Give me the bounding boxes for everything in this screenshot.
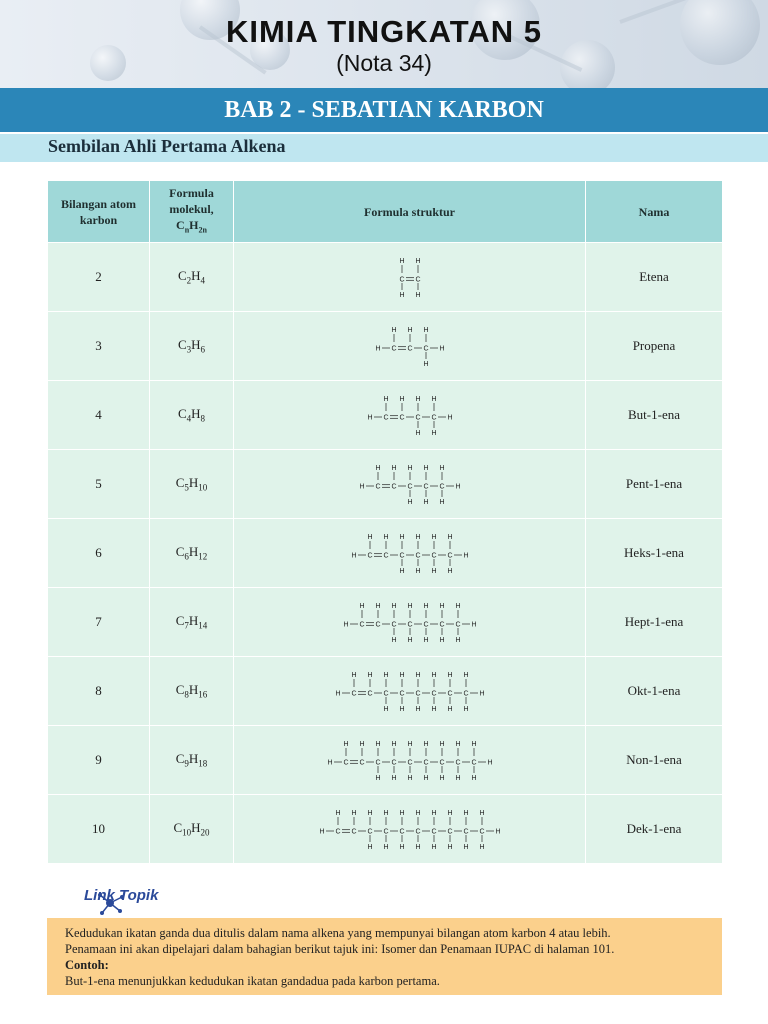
- hydrogen-atom: H: [398, 292, 405, 299]
- hydrogen-atom: H: [382, 396, 389, 403]
- hydrogen-atom: H: [478, 690, 485, 698]
- hydrogen-atom: H: [422, 465, 429, 472]
- hydrogen-atom: H: [398, 706, 405, 713]
- structural-formula-cell: [234, 519, 586, 588]
- formula-hydrogen: H: [188, 544, 199, 560]
- carbon-atom: C: [446, 690, 453, 698]
- hydrogen-atom: H: [374, 603, 381, 610]
- hydrogen-atom: H: [446, 534, 453, 541]
- table-row: [48, 795, 723, 864]
- note-line-1: Kedudukan ikatan ganda dua ditulis dalam nama alkena yang mempunyai bilangan atom karbon 4 atau lebih.: [65, 926, 611, 940]
- carbon-atom: C: [374, 759, 381, 767]
- carbon-count-cell: 7: [48, 588, 150, 657]
- hydrogen-atom: H: [390, 327, 397, 334]
- molecular-formula-cell: [150, 795, 234, 864]
- carbon-atom: C: [406, 621, 413, 629]
- hydrogen-atom: H: [382, 706, 389, 713]
- carbon-atom: C: [366, 690, 373, 698]
- formula-carbon-subscript: 5: [184, 482, 189, 493]
- hydrogen-atom: H: [358, 741, 365, 748]
- formula-carbon-subscript: 4: [186, 413, 192, 424]
- alkene-table: [47, 180, 723, 864]
- carbon-atom: C: [382, 828, 389, 836]
- hydrogen-atom: H: [446, 414, 453, 422]
- page-subtitle: (Nota 34): [336, 50, 432, 76]
- hydrogen-atom: H: [398, 844, 405, 851]
- formula-hydrogen-subscript: 16: [198, 689, 208, 700]
- name-cell: Heks-1-ena: [586, 519, 723, 588]
- carbon-atom: C: [398, 828, 405, 836]
- formula-hydrogen-subscript: 4: [200, 275, 206, 286]
- molecular-formula-cell: [150, 726, 234, 795]
- hydrogen-atom: H: [414, 430, 421, 437]
- hydrogen-atom: H: [366, 672, 373, 679]
- hydrogen-atom: H: [390, 603, 397, 610]
- header-structural-formula: Formula struktur: [234, 181, 586, 243]
- carbon-atom: C: [406, 759, 413, 767]
- formula-hydrogen: H: [191, 268, 201, 284]
- carbon-atom: C: [430, 690, 437, 698]
- carbon-count-cell: 6: [48, 519, 150, 588]
- name-cell: Pent-1-ena: [586, 450, 723, 519]
- carbon-atom: C: [446, 552, 453, 560]
- carbon-count-cell: 5: [48, 450, 150, 519]
- note-example-text: But-1-ena menunjukkan kedudukan ikatan gandadua pada karbon pertama.: [65, 974, 440, 988]
- hydrogen-atom: H: [406, 637, 413, 644]
- formula-hydrogen-subscript: 8: [200, 413, 206, 424]
- formula-carbon: C: [177, 406, 187, 422]
- hydrogen-atom: H: [462, 552, 469, 560]
- hydrogen-atom: H: [358, 483, 365, 491]
- carbon-atom: C: [358, 621, 365, 629]
- hydrogen-atom: H: [446, 706, 453, 713]
- hydrogen-atom: H: [438, 465, 445, 472]
- hydrogen-atom: H: [414, 292, 421, 299]
- hydrogen-atom: H: [350, 672, 357, 679]
- hydrogen-atom: H: [454, 637, 461, 644]
- hydrogen-atom: H: [430, 810, 437, 817]
- hydrogen-atom: H: [390, 741, 397, 748]
- carbon-atom: C: [454, 759, 461, 767]
- formula-carbon: C: [177, 268, 187, 284]
- name-cell: Hept-1-ena: [586, 588, 723, 657]
- hydrogen-atom: H: [390, 775, 397, 782]
- hydrogen-atom: H: [342, 741, 349, 748]
- carbon-atom: C: [398, 414, 405, 422]
- hydrogen-atom: H: [374, 345, 381, 353]
- carbon-atom: C: [478, 828, 485, 836]
- molecular-formula-cell: [150, 450, 234, 519]
- hydrogen-atom: H: [462, 706, 469, 713]
- hydrogen-atom: H: [454, 775, 461, 782]
- carbon-atom: C: [430, 414, 437, 422]
- hydrogen-atom: H: [414, 844, 421, 851]
- hydrogen-atom: H: [478, 810, 485, 817]
- name-cell: Propena: [586, 312, 723, 381]
- formula-carbon-subscript: 7: [184, 620, 189, 631]
- hydrogen-atom: H: [438, 345, 445, 353]
- carbon-atom: C: [430, 828, 437, 836]
- hydrogen-atom: H: [406, 775, 413, 782]
- structural-formula-diagram: [394, 255, 426, 299]
- formula-carbon: C: [175, 751, 185, 767]
- hydrogen-atom: H: [366, 534, 373, 541]
- structural-formula-diagram: [374, 324, 446, 368]
- hydrogen-atom: H: [422, 775, 429, 782]
- carbon-atom: C: [350, 828, 357, 836]
- hydrogen-atom: H: [398, 396, 405, 403]
- name-cell: Dek-1-ena: [586, 795, 723, 864]
- formula-hydrogen-subscript: 14: [198, 620, 208, 631]
- hydrogen-atom: H: [446, 672, 453, 679]
- note-line-2: Penamaan ini akan dipelajari dalam bahagian berikut tajuk ini: Isomer dan Penamaan IUPAC di halaman 101.: [65, 942, 615, 956]
- structural-formula-cell: [234, 657, 586, 726]
- hydrogen-atom: H: [366, 844, 373, 851]
- hydrogen-atom: H: [334, 690, 341, 698]
- hydrogen-atom: H: [414, 568, 421, 575]
- hydrogen-atom: H: [486, 759, 493, 767]
- carbon-count-cell: 9: [48, 726, 150, 795]
- name-cell: But-1-ena: [586, 381, 723, 450]
- structural-formula-cell: [234, 450, 586, 519]
- chapter-bar: BAB 2 - SEBATIAN KARBON: [0, 88, 768, 132]
- formula-hydrogen-subscript: 12: [198, 551, 208, 562]
- table-row: [48, 726, 723, 795]
- hydrogen-atom: H: [406, 327, 413, 334]
- hydrogen-atom: H: [398, 810, 405, 817]
- carbon-atom: C: [374, 483, 381, 491]
- carbon-atom: C: [422, 759, 429, 767]
- molecular-formula-cell: [150, 312, 234, 381]
- hydrogen-atom: H: [414, 534, 421, 541]
- structural-formula-diagram: [350, 531, 470, 575]
- hydrogen-atom: H: [422, 361, 429, 368]
- carbon-atom: C: [390, 621, 397, 629]
- hydrogen-atom: H: [462, 844, 469, 851]
- carbon-atom: C: [414, 414, 421, 422]
- table-row: [48, 450, 723, 519]
- table-row: [48, 519, 723, 588]
- header-name: Nama: [586, 181, 723, 243]
- formula-carbon-subscript: 2: [186, 275, 192, 286]
- hydrogen-atom: H: [366, 810, 373, 817]
- header-general-formula: $C_nH_{2n}$: [176, 217, 207, 235]
- hydrogen-atom: H: [422, 637, 429, 644]
- hydrogen-atom: H: [406, 603, 413, 610]
- structural-formula-cell: [234, 243, 586, 312]
- hydrogen-atom: H: [454, 741, 461, 748]
- formula-carbon-subscript: 8: [184, 689, 189, 700]
- carbon-atom: C: [414, 828, 421, 836]
- carbon-atom: C: [422, 621, 429, 629]
- carbon-atom: C: [358, 759, 365, 767]
- hydrogen-atom: H: [398, 534, 405, 541]
- hydrogen-atom: H: [430, 568, 437, 575]
- hydrogen-atom: H: [398, 258, 405, 265]
- formula-carbon: C: [175, 613, 185, 629]
- hydrogen-atom: H: [390, 465, 397, 472]
- formula-hydrogen-subscript: 6: [200, 344, 206, 355]
- carbon-atom: C: [382, 552, 389, 560]
- carbon-atom: C: [406, 483, 413, 491]
- table-row: [48, 588, 723, 657]
- structural-formula-cell: [234, 312, 586, 381]
- hydrogen-atom: H: [334, 810, 341, 817]
- hydrogen-atom: H: [430, 672, 437, 679]
- hydrogen-atom: H: [414, 396, 421, 403]
- hydrogen-atom: H: [406, 499, 413, 506]
- formula-carbon: C: [175, 475, 185, 491]
- formula-hydrogen: H: [188, 751, 199, 767]
- hydrogen-atom: H: [398, 568, 405, 575]
- page-title: KIMIA TINGKATAN 5: [225, 14, 543, 49]
- note-box: [47, 918, 722, 995]
- carbon-atom: C: [438, 621, 445, 629]
- molecular-formula-cell: [150, 657, 234, 726]
- carbon-atom: C: [422, 345, 429, 353]
- hydrogen-atom: H: [470, 741, 477, 748]
- hydrogen-atom: H: [462, 672, 469, 679]
- formula-hydrogen: H: [191, 406, 201, 422]
- formula-hydrogen: H: [188, 682, 199, 698]
- carbon-atom: C: [382, 690, 389, 698]
- carbon-atom: C: [414, 276, 421, 284]
- name-cell: Okt-1-ena: [586, 657, 723, 726]
- carbon-atom: C: [366, 828, 373, 836]
- hydrogen-atom: H: [350, 552, 357, 560]
- hydrogen-atom: H: [358, 603, 365, 610]
- carbon-count-cell: 2: [48, 243, 150, 312]
- link-topic-label: Link Topik: [84, 887, 159, 904]
- formula-carbon-subscript: 9: [184, 758, 189, 769]
- name-cell: Non-1-ena: [586, 726, 723, 795]
- formula-carbon: C: [175, 682, 185, 698]
- formula-carbon: C: [175, 544, 185, 560]
- hydrogen-atom: H: [438, 775, 445, 782]
- formula-carbon-subscript: 10: [182, 827, 192, 838]
- hydrogen-atom: H: [342, 621, 349, 629]
- header-molecular-formula: [150, 181, 234, 243]
- header-molecular-formula-label: Formula molekul,: [169, 185, 214, 216]
- formula-hydrogen: H: [188, 475, 199, 491]
- formula-hydrogen-subscript: 20: [200, 827, 210, 838]
- hydrogen-atom: H: [462, 810, 469, 817]
- structural-formula-diagram: [318, 807, 502, 851]
- hydrogen-atom: H: [406, 741, 413, 748]
- hydrogen-atom: H: [422, 499, 429, 506]
- hydrogen-atom: H: [454, 603, 461, 610]
- hydrogen-atom: H: [438, 741, 445, 748]
- carbon-count-cell: 8: [48, 657, 150, 726]
- structural-formula-diagram: [342, 600, 478, 644]
- carbon-count-cell: 4: [48, 381, 150, 450]
- hydrogen-atom: H: [318, 828, 325, 836]
- formula-carbon-subscript: 3: [186, 344, 192, 355]
- hydrogen-atom: H: [478, 844, 485, 851]
- carbon-atom: C: [430, 552, 437, 560]
- hydrogen-atom: H: [446, 568, 453, 575]
- hydrogen-atom: H: [398, 672, 405, 679]
- carbon-atom: C: [390, 483, 397, 491]
- hydrogen-atom: H: [414, 706, 421, 713]
- carbon-count-cell: 3: [48, 312, 150, 381]
- hydrogen-atom: H: [414, 258, 421, 265]
- table-row: [48, 243, 723, 312]
- hydrogen-atom: H: [390, 637, 397, 644]
- hydrogen-atom: H: [382, 534, 389, 541]
- carbon-atom: C: [366, 552, 373, 560]
- hydrogen-atom: H: [374, 465, 381, 472]
- carbon-atom: C: [454, 621, 461, 629]
- hydrogen-atom: H: [430, 534, 437, 541]
- formula-hydrogen: H: [188, 613, 199, 629]
- hydrogen-atom: H: [374, 775, 381, 782]
- hydrogen-atom: H: [422, 327, 429, 334]
- hydrogen-atom: H: [430, 396, 437, 403]
- hydrogen-atom: H: [430, 706, 437, 713]
- hydrogen-atom: H: [438, 637, 445, 644]
- formula-hydrogen-subscript: 10: [198, 482, 208, 493]
- structural-formula-diagram: [334, 669, 486, 713]
- hydrogen-atom: H: [422, 603, 429, 610]
- table-row: [48, 657, 723, 726]
- hydrogen-atom: H: [470, 621, 477, 629]
- table-row: [48, 381, 723, 450]
- formula-hydrogen: H: [191, 820, 201, 836]
- structural-formula-cell: [234, 588, 586, 657]
- carbon-atom: C: [462, 690, 469, 698]
- carbon-atom: C: [398, 552, 405, 560]
- structural-formula-cell: [234, 795, 586, 864]
- hydrogen-atom: H: [350, 810, 357, 817]
- carbon-atom: C: [470, 759, 477, 767]
- carbon-atom: C: [406, 345, 413, 353]
- carbon-atom: C: [398, 690, 405, 698]
- structural-formula-diagram: [366, 393, 454, 437]
- hydrogen-atom: H: [382, 844, 389, 851]
- formula-carbon: C: [173, 820, 183, 836]
- hydrogen-atom: H: [422, 741, 429, 748]
- table-header-row: [48, 181, 723, 243]
- structural-formula-cell: [234, 381, 586, 450]
- hydrogen-atom: H: [374, 741, 381, 748]
- structural-formula-diagram: [326, 738, 494, 782]
- carbon-atom: C: [414, 552, 421, 560]
- molecular-formula-cell: [150, 588, 234, 657]
- carbon-atom: C: [334, 828, 341, 836]
- hydrogen-atom: H: [430, 430, 437, 437]
- carbon-atom: C: [390, 759, 397, 767]
- table-row: [48, 312, 723, 381]
- hydrogen-atom: H: [414, 672, 421, 679]
- formula-hydrogen-subscript: 18: [198, 758, 208, 769]
- section-bar: [0, 134, 768, 162]
- hydrogen-atom: H: [406, 465, 413, 472]
- carbon-atom: C: [374, 621, 381, 629]
- hydrogen-atom: H: [382, 672, 389, 679]
- carbon-atom: C: [414, 690, 421, 698]
- carbon-atom: C: [382, 414, 389, 422]
- formula-carbon: C: [177, 337, 187, 353]
- carbon-atom: C: [390, 345, 397, 353]
- note-example-label: Contoh:: [65, 958, 109, 972]
- molecular-formula-cell: [150, 519, 234, 588]
- carbon-count-cell: 10: [48, 795, 150, 864]
- carbon-atom: C: [446, 828, 453, 836]
- carbon-atom: C: [462, 828, 469, 836]
- hydrogen-atom: H: [446, 810, 453, 817]
- structural-formula-diagram: [358, 462, 462, 506]
- carbon-atom: C: [438, 483, 445, 491]
- carbon-atom: C: [350, 690, 357, 698]
- hydrogen-atom: H: [438, 603, 445, 610]
- carbon-atom: C: [342, 759, 349, 767]
- hydrogen-atom: H: [454, 483, 461, 491]
- hydrogen-atom: H: [430, 844, 437, 851]
- formula-carbon-subscript: 6: [184, 551, 189, 562]
- structural-formula-cell: [234, 726, 586, 795]
- carbon-atom: C: [422, 483, 429, 491]
- hydrogen-atom: H: [446, 844, 453, 851]
- hydrogen-atom: H: [470, 775, 477, 782]
- header-carbon-count: Bilangan atom karbon: [48, 181, 150, 243]
- hydrogen-atom: H: [438, 499, 445, 506]
- carbon-atom: C: [438, 759, 445, 767]
- formula-hydrogen: H: [191, 337, 201, 353]
- hydrogen-atom: H: [494, 828, 501, 836]
- hydrogen-atom: H: [366, 414, 373, 422]
- carbon-atom: C: [398, 276, 405, 284]
- hydrogen-atom: H: [382, 810, 389, 817]
- section-title: Sembilan Ahli Pertama Alkena: [48, 136, 286, 156]
- name-cell: Etena: [586, 243, 723, 312]
- molecular-formula-cell: [150, 381, 234, 450]
- molecular-formula-cell: [150, 243, 234, 312]
- hydrogen-atom: H: [326, 759, 333, 767]
- hydrogen-atom: H: [414, 810, 421, 817]
